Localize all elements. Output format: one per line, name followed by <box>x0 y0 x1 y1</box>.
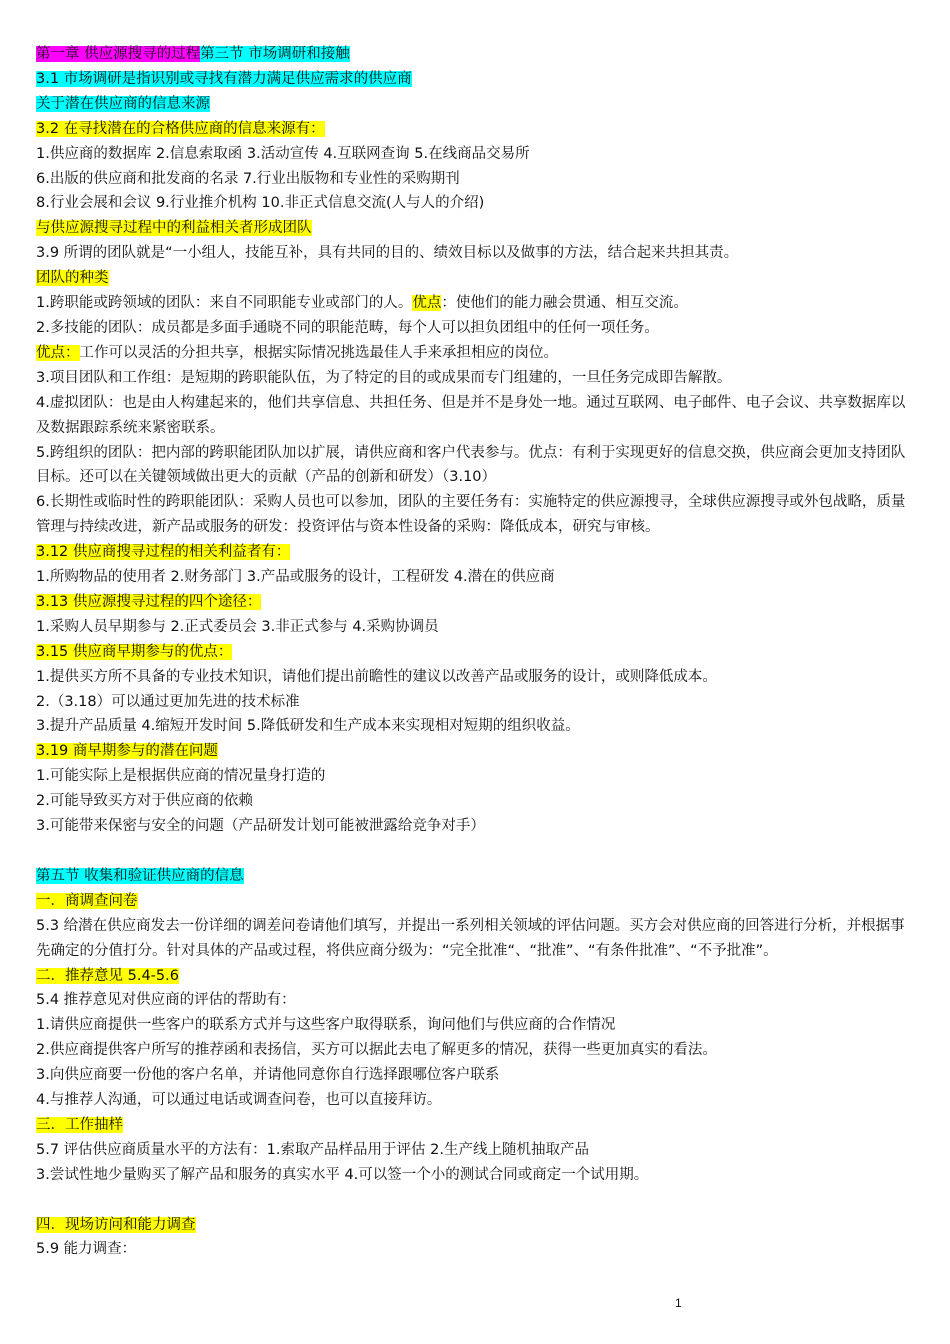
text-line <box>36 216 916 241</box>
text-line: 5.7 评估供应商质量水平的方法有：1.索取产品样品用于评估 2.生产线上随机抽取产品 <box>36 1141 589 1158</box>
highlighted-heading: 四．现场访问和能力调查 <box>36 1216 196 1233</box>
highlighted-heading: 3.12 供应商搜寻过程的相关利益者有： <box>36 544 291 561</box>
highlighted-heading: 团队的种类 <box>36 270 109 287</box>
text-line: 6.出版的供应商和批发商的名录 7.行业出版物和专业性的采购期刊 <box>36 170 460 187</box>
text-line: 8.行业会展和会议 9.行业推介机构 10.非正式信息交流(人与人的介绍) <box>36 195 485 212</box>
text-line: 1.可能实际上是根据供应商的情况量身打造的 <box>36 768 326 785</box>
blank-line <box>36 839 916 864</box>
text-line <box>36 341 916 366</box>
text-line <box>36 864 916 889</box>
highlighted-heading: 二．推荐意见 5.4-5.6 <box>36 967 179 984</box>
text-line: 2.供应商提供客户所写的推荐函和表扬信，买方可以据此去电了解更多的情况，获得一些更加真实的看法。 <box>36 1042 717 1059</box>
text-line: 3.向供应商要一份他的客户名单，并请他同意你自行选择跟哪位客户联系 <box>36 1067 500 1084</box>
text-line <box>36 964 916 989</box>
text-line: 1.提供买方所不具备的专业技术知识，请他们提出前瞻性的建议以改善产品或服务的设计，或则降低成本。 <box>36 668 717 685</box>
blank-line <box>36 1188 916 1213</box>
text-line <box>36 739 916 764</box>
text-segment: ：使他们的能力融会贯通、相互交流。 <box>441 295 688 312</box>
text-line <box>36 117 916 142</box>
highlighted-heading: 三．工作抽样 <box>36 1116 123 1133</box>
text-line: 3.尝试性地少量购买了解产品和服务的真实水平 4.可以签一个小的测试合同或商定一个试用期。 <box>36 1166 649 1183</box>
highlighted-heading: 3.15 供应商早期参与的优点： <box>36 643 233 660</box>
text-line: 3.9 所谓的团队就是“一小组人，技能互补，具有共同的目的、绩效目标以及做事的方法，结合起来共担其责。 <box>36 245 739 262</box>
text-line: 2.可能导致买方对于供应商的依赖 <box>36 793 253 810</box>
document-page <box>36 42 916 1262</box>
text-line <box>36 540 916 565</box>
text-line <box>36 889 916 914</box>
chapter-header <box>36 42 916 67</box>
text-line <box>36 1213 916 1238</box>
text-line <box>36 291 916 316</box>
text-line: 5.9 能力调查： <box>36 1241 137 1258</box>
text-line <box>36 92 916 117</box>
paragraph: 4.虚拟团队：也是由人构建起来的，他们共享信息、共担任务、但是并不是身处一地。通过互联网、电子邮件、电子会议、共享数据库以及数据跟踪系统来紧密联系。 <box>36 394 906 436</box>
text-line: 3.提升产品质量 4.缩短开发时间 5.降低研发和生产成本来实现相对短期的组织收益。 <box>36 718 580 735</box>
text-line: 3.项目团队和工作组：是短期的跨职能队伍，为了特定的目的或成果而专门组建的，一旦任务完成即告解散。 <box>36 369 732 386</box>
text-segment: 工作可以灵活的分担共享，根据实际情况挑选最佳人手来承担相应的岗位。 <box>79 344 558 361</box>
text-line: 4.与推荐人沟通，可以通过电话或调查问卷，也可以直接拜访。 <box>36 1092 442 1109</box>
section-title: 第三节 市场调研和接触 <box>200 46 350 62</box>
text-line: 2.多技能的团队：成员都是多面手通晓不同的职能范畴，每个人可以担负团组中的任何一项任务。 <box>36 319 659 336</box>
text-line: 1.供应商的数据库 2.信息索取函 3.活动宣传 4.互联网查询 5.在线商品交易所 <box>36 145 530 162</box>
paragraph: 5.3 给潜在供应商发去一份详细的调差问卷请他们填写，并提出一系列相关领域的评估问题。买方会对供应商的回答进行分析，并根据事先确定的分值打分。针对具体的产品或过程，将供应商分级为：“完全批准“、“批准”、“有条件批准”、“不予批准”。 <box>36 917 905 959</box>
highlighted-word: 优点 <box>412 295 442 312</box>
text-segment: 1.跨职能或跨领域的团队：来自不同职能专业或部门的人。 <box>36 295 413 312</box>
highlighted-heading: 3.2 在寻找潜在的合格供应商的信息来源有： <box>36 120 325 137</box>
text-line: 3.可能带来保密与安全的问题（产品研发计划可能被泄露给竞争对手） <box>36 818 485 835</box>
text-line <box>36 1113 916 1138</box>
highlighted-heading: 3.1 市场调研是指识别或寻找有潜力满足供应需求的供应商 <box>36 70 412 87</box>
chapter-title: 第一章 供应源搜寻的过程 <box>36 46 201 62</box>
paragraph: 5.跨组织的团队：把内部的跨职能团队加以扩展，请供应商和客户代表参与。优点：有利于实现更好的信息交换，供应商会更加支持团队目标。还可以在关键领域做出更大的贡献（产品的创新和研发）（3.10） <box>36 444 906 486</box>
text-line: 5.4 推荐意见对供应商的评估的帮助有： <box>36 992 296 1009</box>
highlighted-heading: 3.13 供应源搜寻过程的四个途径： <box>36 593 262 610</box>
highlighted-heading: 与供应源搜寻过程中的利益相关者形成团队 <box>36 220 312 237</box>
paragraph: 6.长期性或临时性的跨职能团队：采购人员也可以参加，团队的主要任务有：实施特定的供应源搜寻，全球供应源搜寻或外包战略，质量管理与持续改进，新产品或服务的研发：投资评估与资本性设备的采购：降低成本，研究与审核。 <box>36 494 906 536</box>
page-number: 1 <box>675 1296 682 1310</box>
text-line <box>36 590 916 615</box>
text-line <box>36 640 916 665</box>
highlighted-heading: 关于潜在供应商的信息来源 <box>36 95 210 112</box>
text-line: 1.采购人员早期参与 2.正式委员会 3.非正式参与 4.采购协调员 <box>36 618 439 635</box>
text-line: 2.（3.18）可以通过更加先进的技术标准 <box>36 693 300 710</box>
text-line <box>36 67 916 92</box>
highlighted-word: 优点： <box>36 344 80 361</box>
highlighted-heading: 3.19 商早期参与的潜在问题 <box>36 743 218 760</box>
text-line: 1.请供应商提供一些客户的联系方式并与这些客户取得联系，询问他们与供应商的合作情况 <box>36 1017 616 1034</box>
highlighted-heading: 一．商调查问卷 <box>36 892 138 909</box>
section-heading: 第五节 收集和验证供应商的信息 <box>36 867 244 884</box>
text-line <box>36 266 916 291</box>
text-line: 1.所购物品的使用者 2.财务部门 3.产品或服务的设计，工程研发 4.潜在的供应商 <box>36 569 555 586</box>
